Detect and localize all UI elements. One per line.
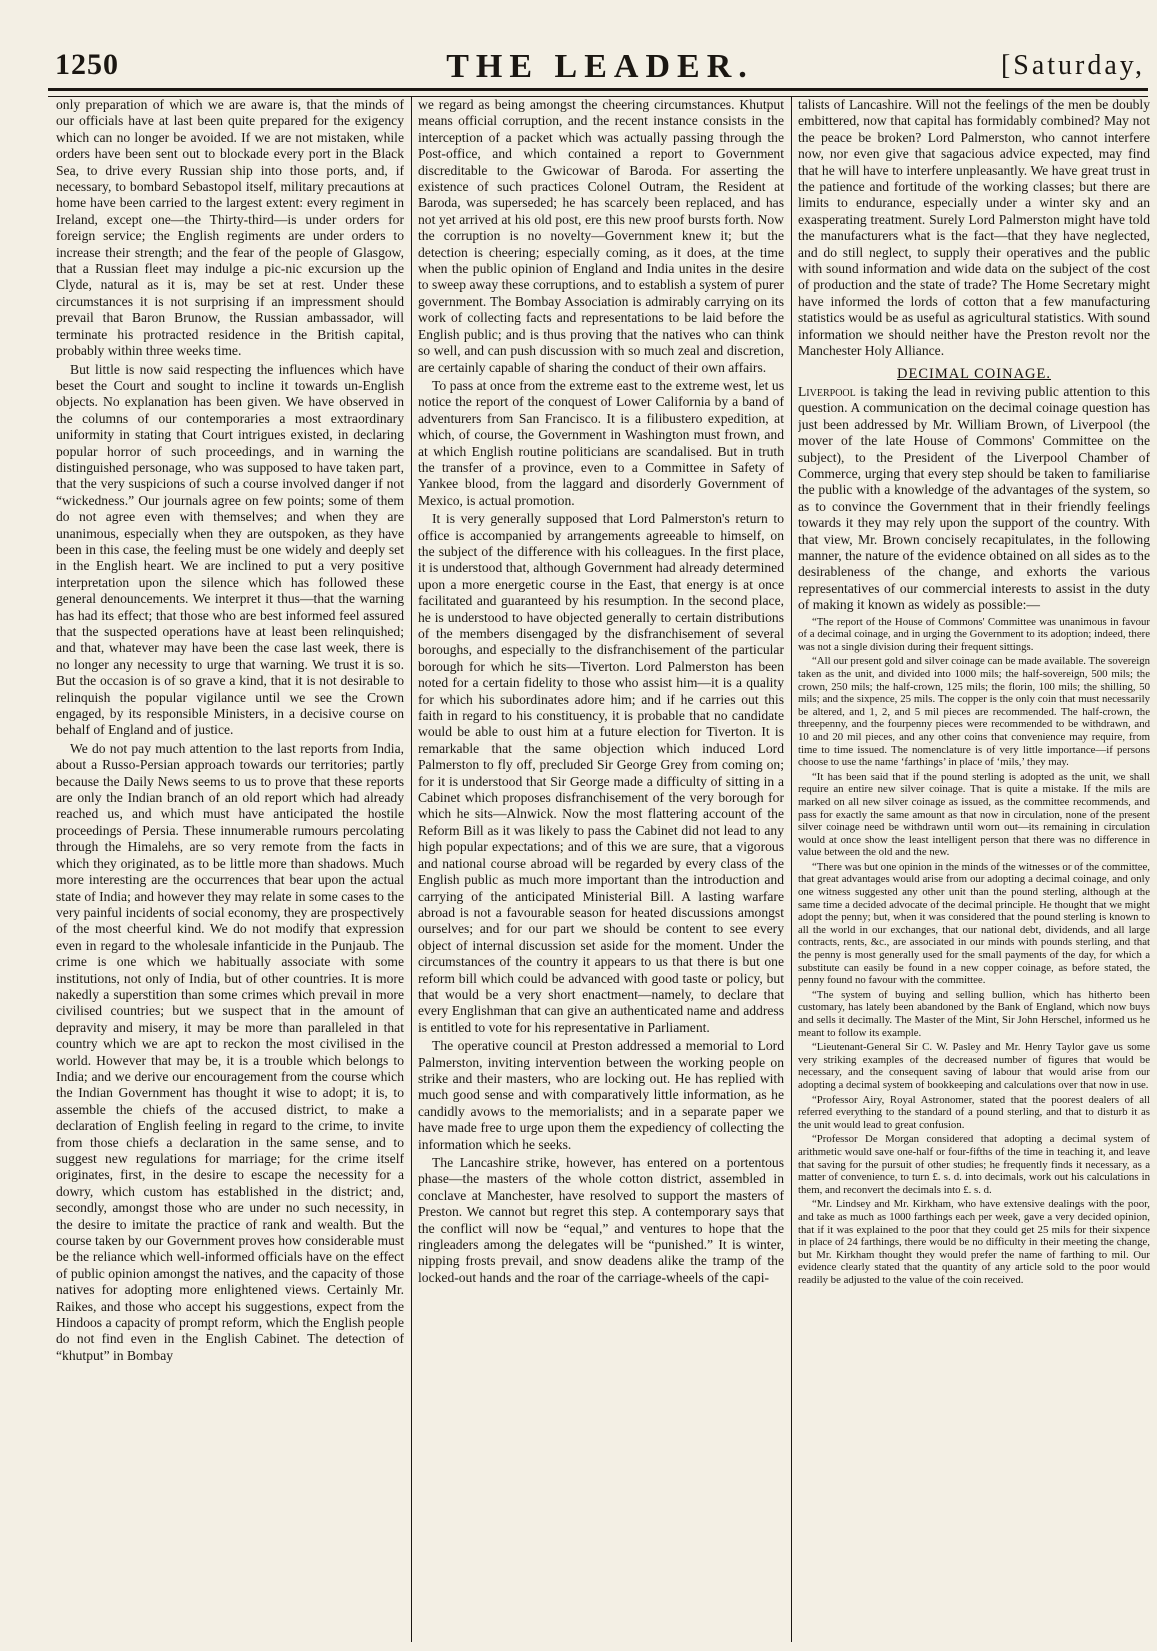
intro-text: is taking the lead in reviving public attention to this question. A communication on the decimal coinage question has just been addressed by Mr. William Brown, of Liverpool (the mover of the late House of Commons' Committee on the subject), to the President of the Liverpool Chamber of Commerce, urging that every step should be taken to familiarise the public with a knowledge of the advantages of the system, so as to convince the Government that in their friendly feelings towards it they may rely upon the support of the country. With that view, Mr. Brown concisely recapitulates, in the following manner, the nature of the evidence obtained on all sides as to the desirableness of the change, and exhorts the various representatives of our commercial interests to assist in the duty of making it known as widely as possible:—	[798, 383, 1150, 613]
paragraph	[798, 384, 1150, 614]
quoted-paragraph: “Professor Airy, Royal Astronomer, stated that the poorest dealers of all referred everything to the standard of a pound sterling, and that to disturb it as the unit would lead to great confusion.	[798, 1093, 1150, 1131]
quoted-paragraph: “There was but one opinion in the minds of the witnesses or of the committee, that great advantages would arise from our adopting a decimal coinage, and only one witness suggested any other unit than the pound sterling, although at the same time a decided advocate of the decimal principle. He thought that we might adopt the penny; but, when it was considered that the pound sterling is known to all the world in our exchanges, that our national debt, dividends, and all large contracts, rents, &c., are associated in our minds with pounds sterling, and that the penny is most generally used for the small payments of the day, for which a substitute can easily be found in a new copper coinage, as before stated, the penny found no favour with the committee.	[798, 860, 1150, 987]
paragraph: we regard as being amongst the cheering circumstances. Khutput means official corruption, and the recent instance consists in the interception of a packet which was actually passing through the Post-office, and which contained a report to Government discreditable to the Gwicowar of Baroda. For asserting the existence of such practices Colonel Outram, the Resident at Baroda, was superseded; he has scarcely been replaced, and has not yet arrived at his old post, ere this new proof bursts forth. Now the corruption is no novelty—Government knew it; but the detection is cheering; especially coming, as it does, at the time when the public opinion of England and India unites in the desire to sweep away these corruptions, and to establish a system of purer government. The Bombay Association is admirably carrying on its work of collecting facts and representations to be laid before the English public; and is thus proving that the natives who can think so well, and can push discussion with so much zeal and discretion, are certainly capable of sharing the conduct of their own affairs.	[418, 97, 784, 375]
paragraph: It is very generally supposed that Lord Palmerston's return to office is accompanied by arrangements agreeable to himself, on the subject of the difference with his colleagues. In the first place, it is understood that, although Government had already determined upon a more energetic course in the East, that energy is at once facilitated and guaranteed by his resumption. In the second place, he is understood to have objected generally to certain distributions of the members disengaged by the disfranchisement of several boroughs, and especially to the disfranchisement of the particular borough for which he sits—Tiverton. Lord Palmerston has been noted for a certain fidelity to those who assist him—it is a quality for which his subordinates adore him; and if he carries out this faith in regard to his constituency, it is probable that no candidate would be able to oust him at a future election for Tiverton. It is remarkable that the same objection which induced Lord Palmerston to fly off, precluded Sir George Grey from coming on; for it is understood that Sir George made a difficulty of sitting in a Cabinet which proposes disfranchisement of the very borough for which he sits—Alnwick. Now the most flattering account of the Reform Bill as it was likely to pass the Cabinet did not lead to any high popular expectations; and of this we are sure, that a vigorous and national course abroad will be regarded by every class of the English public as much more important than the introduction and carrying of the anticipated Ministerial Bill. A lasting warfare abroad is not a favourable season for heated discussions amongst ourselves; and for our part we should be content to see every object of internal discussion set aside for the moment. Under the circumstances of the country it appears to us that there is but one reform bill which could be advanced with good taste or policy, but that would be a very short enactment—namely, to declare that every Englishman that can give an authenticated name and address is entitled to vote for his representative in Parliament.	[418, 511, 784, 1035]
quoted-paragraph: “The report of the House of Commons' Committee was unanimous in favour of a decimal coinage, and in urging the Government to its adoption; indeed, there was not a single division during their frequent sittings.	[798, 615, 1150, 653]
column-3	[798, 97, 1150, 1642]
quoted-paragraph: “All our present gold and silver coinage can be made available. The sovereign taken as the unit, and divided into 1000 mils; the half-sovereign, 500 mils; the crown, 250 mils; the half-crown, 125 mils; the florin, 100 mils; the shilling, 50 mils; and the sixpence, 25 mils. The copper is the only coin that must necessarily be altered, and 1, 2, and 5 mil pieces are recommended. The half-crown, the threepenny, and the fourpenny pieces were recommended to be withdrawn, and 10 and 20 mil pieces, and any other coins that convenience may require, from time to time issued. The nomenclature is of very little importance—if persons choose to use the name ‘farthings’ in place of ‘mils,’ they may.	[798, 655, 1150, 769]
paragraph: The operative council at Preston addressed a memorial to Lord Palmerston, inviting intervention between the working people on strike and their masters, who are locking out. He has replied with much good sense and with comparatively little information, as he candidly avows to the memorialists; and in a separate paper we have made free to urge upon them the expediency of collecting the information which he seeks.	[418, 1038, 784, 1152]
page-number: 1250	[55, 48, 119, 81]
header-rule	[48, 88, 1148, 97]
lead-word: Liverpool	[798, 383, 856, 399]
paragraph: But little is now said respecting the influences which have beset the Court and sought to incline it towards un-English objects. No explanation has been given. We have observed in the columns of our contemporaries a most extraordinary uniformity in stating that Court intrigues existed, in declaring popular horror of such proceedings, and in warning the distinguished personage, who was supposed to have taken part, that the very suspicions of such a course involved danger if not “wickedness.” Our journals agree on few points; some of them do not agree even with themselves; and when they are unanimous, especially when they are outspoken, as they have been in this case, the feeling must be one widely and deeply set in the English heart. We are inclined to put a very positive interpretation upon the silence which has followed these general denouncements. We interpret it thus—that the warning has had its effect; that those who are best informed feel assured that the suspected operations have at least been relinquished; and that, whatever may have been the case last week, there is no longer any necessity to urge that warning. We trust it is so. But the occasion is of so grave a kind, that it is not desirable to relinquish the popular vigilance until we see the Crown engaged, by its responsible Ministers, in a decisive course on behalf of England and of justice.	[56, 361, 404, 738]
quoted-paragraph: “Lieutenant-General Sir C. W. Pasley and Mr. Henry Taylor gave us some very striking examples of the decreased number of figures that would be necessary, and the consequent saving of labour that would arise from our adopting a decimal system of bookkeeping and calculations over that now in use.	[798, 1041, 1150, 1091]
column-divider	[411, 97, 412, 1642]
paragraph: only preparation of which we are aware is, that the minds of our officials have at last been quite prepared for the exigency which can no longer be avoided. If we are not mistaken, while orders have been sent out to blockade every port in the Black Sea, to drive every Russian ship into those ports, and, if necessary, to bombard Sebastopol itself, military precautions at home have been carried to the largest extent: every regiment in Ireland, except one—the Thirty-third—is under orders for foreign service; the English regiments are under orders to increase their strength; and the fear of the people of Glasgow, that a Russian fleet may indulge a pic-nic excursion up the Clyde, natural as it is, may be set at rest. Under these circumstances it is not surprising if an impressment should prevail that Baron Brunow, the Russian ambassador, will terminate his protracted residence in the British capital, probably within three weeks time.	[56, 97, 404, 359]
quoted-paragraph: “Mr. Lindsey and Mr. Kirkham, who have extensive dealings with the poor, and take as much as 1000 farthings each per week, gave a very decided opinion, that if it was explained to the poor that they could get 25 mils for their sixpence in place of 24 farthings, there would be no difficulty in their meeting the change, but Mr. Kirkham thought they would prefer the name of farthing to mil. Our evidence clearly stated that the quantity of any article sold to the poor would readily be adjusted to the value of the coin received.	[798, 1198, 1150, 1286]
quoted-paragraph: “The system of buying and selling bullion, which has hitherto been customary, has lately been abandoned by the Bank of England, which now buys and sells it decimally. The Master of the Mint, Sir John Herschel, informed us he meant to follow its example.	[798, 988, 1150, 1039]
quoted-paragraph: “Professor De Morgan considered that adopting a decimal system of arithmetic would save one-half or four-fifths of the time in teaching it, and leave that saving for the pursuit of other studies; he frequently finds it necessary, as a matter of convenience, to turn £. s. d. into decimals, work out his calculations in them, and reconvert the decimals into £. s. d.	[798, 1133, 1150, 1196]
paragraph: The Lancashire strike, however, has entered on a portentous phase—the masters of the whole cotton district, assembled in conclave at Manchester, have resolved to support the masters of Preston. We cannot but regret this step. A contemporary says that the conflict will now be “equal,” and ventures to hope that the ringleaders among the delegates will be “punished.” It is winter, nipping frosts prevail, and snow deadens alike the tramp of the locked-out hands and the roar of the carriage-wheels of the capi-	[418, 1155, 784, 1285]
paragraph: We do not pay much attention to the last reports from India, about a Russo-Persian approach towards our territories; partly because the Daily News seems to us to prove that these reports are only the Indian branch of an old report which had already reached us, and which must have anticipated the hostile proceedings of Persia. These innumerable rumours percolating through the Himalehs, are so very remote from the facts in which they originated, as to be little more than shadows. Much more interesting are the occurrences that bear upon the actual state of India; and however they may relate in some cases to the very painful incidents of social economy, they are prospectively of the most cheerful kind. We do not modify that expression even in regard to the wholesale infanticide in the Punjaub. The crime is one which we habitually associate with some institutions, not only of India, but of other countries. It is more nakedly a superstition than some crimes which prevail in more civilised countries; but we suspect that in the amount of depravity and misery, it may be more than paralleled in that country which we are apt to reckon the most civilised in the world. However that may be, it is a trouble which belongs to India; and we derive our encouragement from the course which the Indian Government has thought it wise to adopt; it is, to assemble the chiefs of the accused district, to make a declaration of English feeling in regard to the crime, to invite from those chiefs a declaration in the same sense, and to suggest new regulations for marriage; for the crime itself originates, first, in the desire to escape the necessity for a dowry, which custom has established in the district; and, secondly, amongst those who are under no such necessity, in the desire to imitate the practice of rank and wealth. But the course taken by our Government proves how considerable must be the reliance which well-informed officials have on the effect of public opinion amongst the natives, and the capacity of those natives for adopting more enlightened views. Certainly Mr. Raikes, and those who accept his suggestions, expect from the Hindoos a capacity of prompt reform, which the English people do not find even in the English Cabinet. The detection of “khutput” in Bombay	[56, 740, 404, 1363]
section-heading-decimal-coinage: DECIMAL COINAGE.	[896, 365, 1051, 382]
page-header	[55, 48, 1145, 88]
quoted-paragraph: “It has been said that if the pound sterling is adopted as the unit, we shall require an entire new silver coinage. That is quite a mistake. If the mils are marked on all new silver coinage as issued, as the committee recommends, and pass for exactly the same amount as that now in circulation, none of the present silver coinage need be withdrawn until worn out—its remaining in circulation would at once show the least intelligent person that there was no difference in value between the old and the new.	[798, 770, 1150, 859]
column-2	[418, 97, 784, 1642]
column-1	[56, 97, 404, 1642]
paragraph: talists of Lancashire. Will not the feelings of the men be doubly embittered, now that capital has formidably combined? May not the peace be broken? Lord Palmerston, who cannot interfere now, nor even give that sagacious advice expected, may find that he will have to interfere unpleasantly. We have great trust in the patience and fortitude of the working classes; but there are limits to endurance, especially under a winter sky and an exasperating treatment. Surely Lord Palmerston might have told the manufacturers what is the fact—that they have neglected, and do still neglect, to supply their operatives and the public with sound information and wide data on the subject of the cost of production and the state of trade? The Home Secretary might have informed the lords of cotton that a few manufacturing statistics would be as useful as agricultural statistics. With sound information we should neither have the Preston revolt nor the Manchester Holy Alliance.	[798, 97, 1150, 359]
column-divider	[791, 97, 792, 1642]
issue-day: [Saturday,	[1000, 50, 1145, 81]
paragraph: To pass at once from the extreme east to the extreme west, let us notice the report of the conquest of Lower California by a band of adventurers from San Francisco. It is a filibustero expedition, at which, of course, the Government in Washington must frown, and at which English routine politicians are scandalised. But in truth the transfer of a province, even to a Committee in Safety of Yankee blood, from the laggard and disorderly Government of Mexico, is actual promotion.	[418, 377, 784, 508]
masthead-title: THE LEADER.	[446, 48, 754, 85]
